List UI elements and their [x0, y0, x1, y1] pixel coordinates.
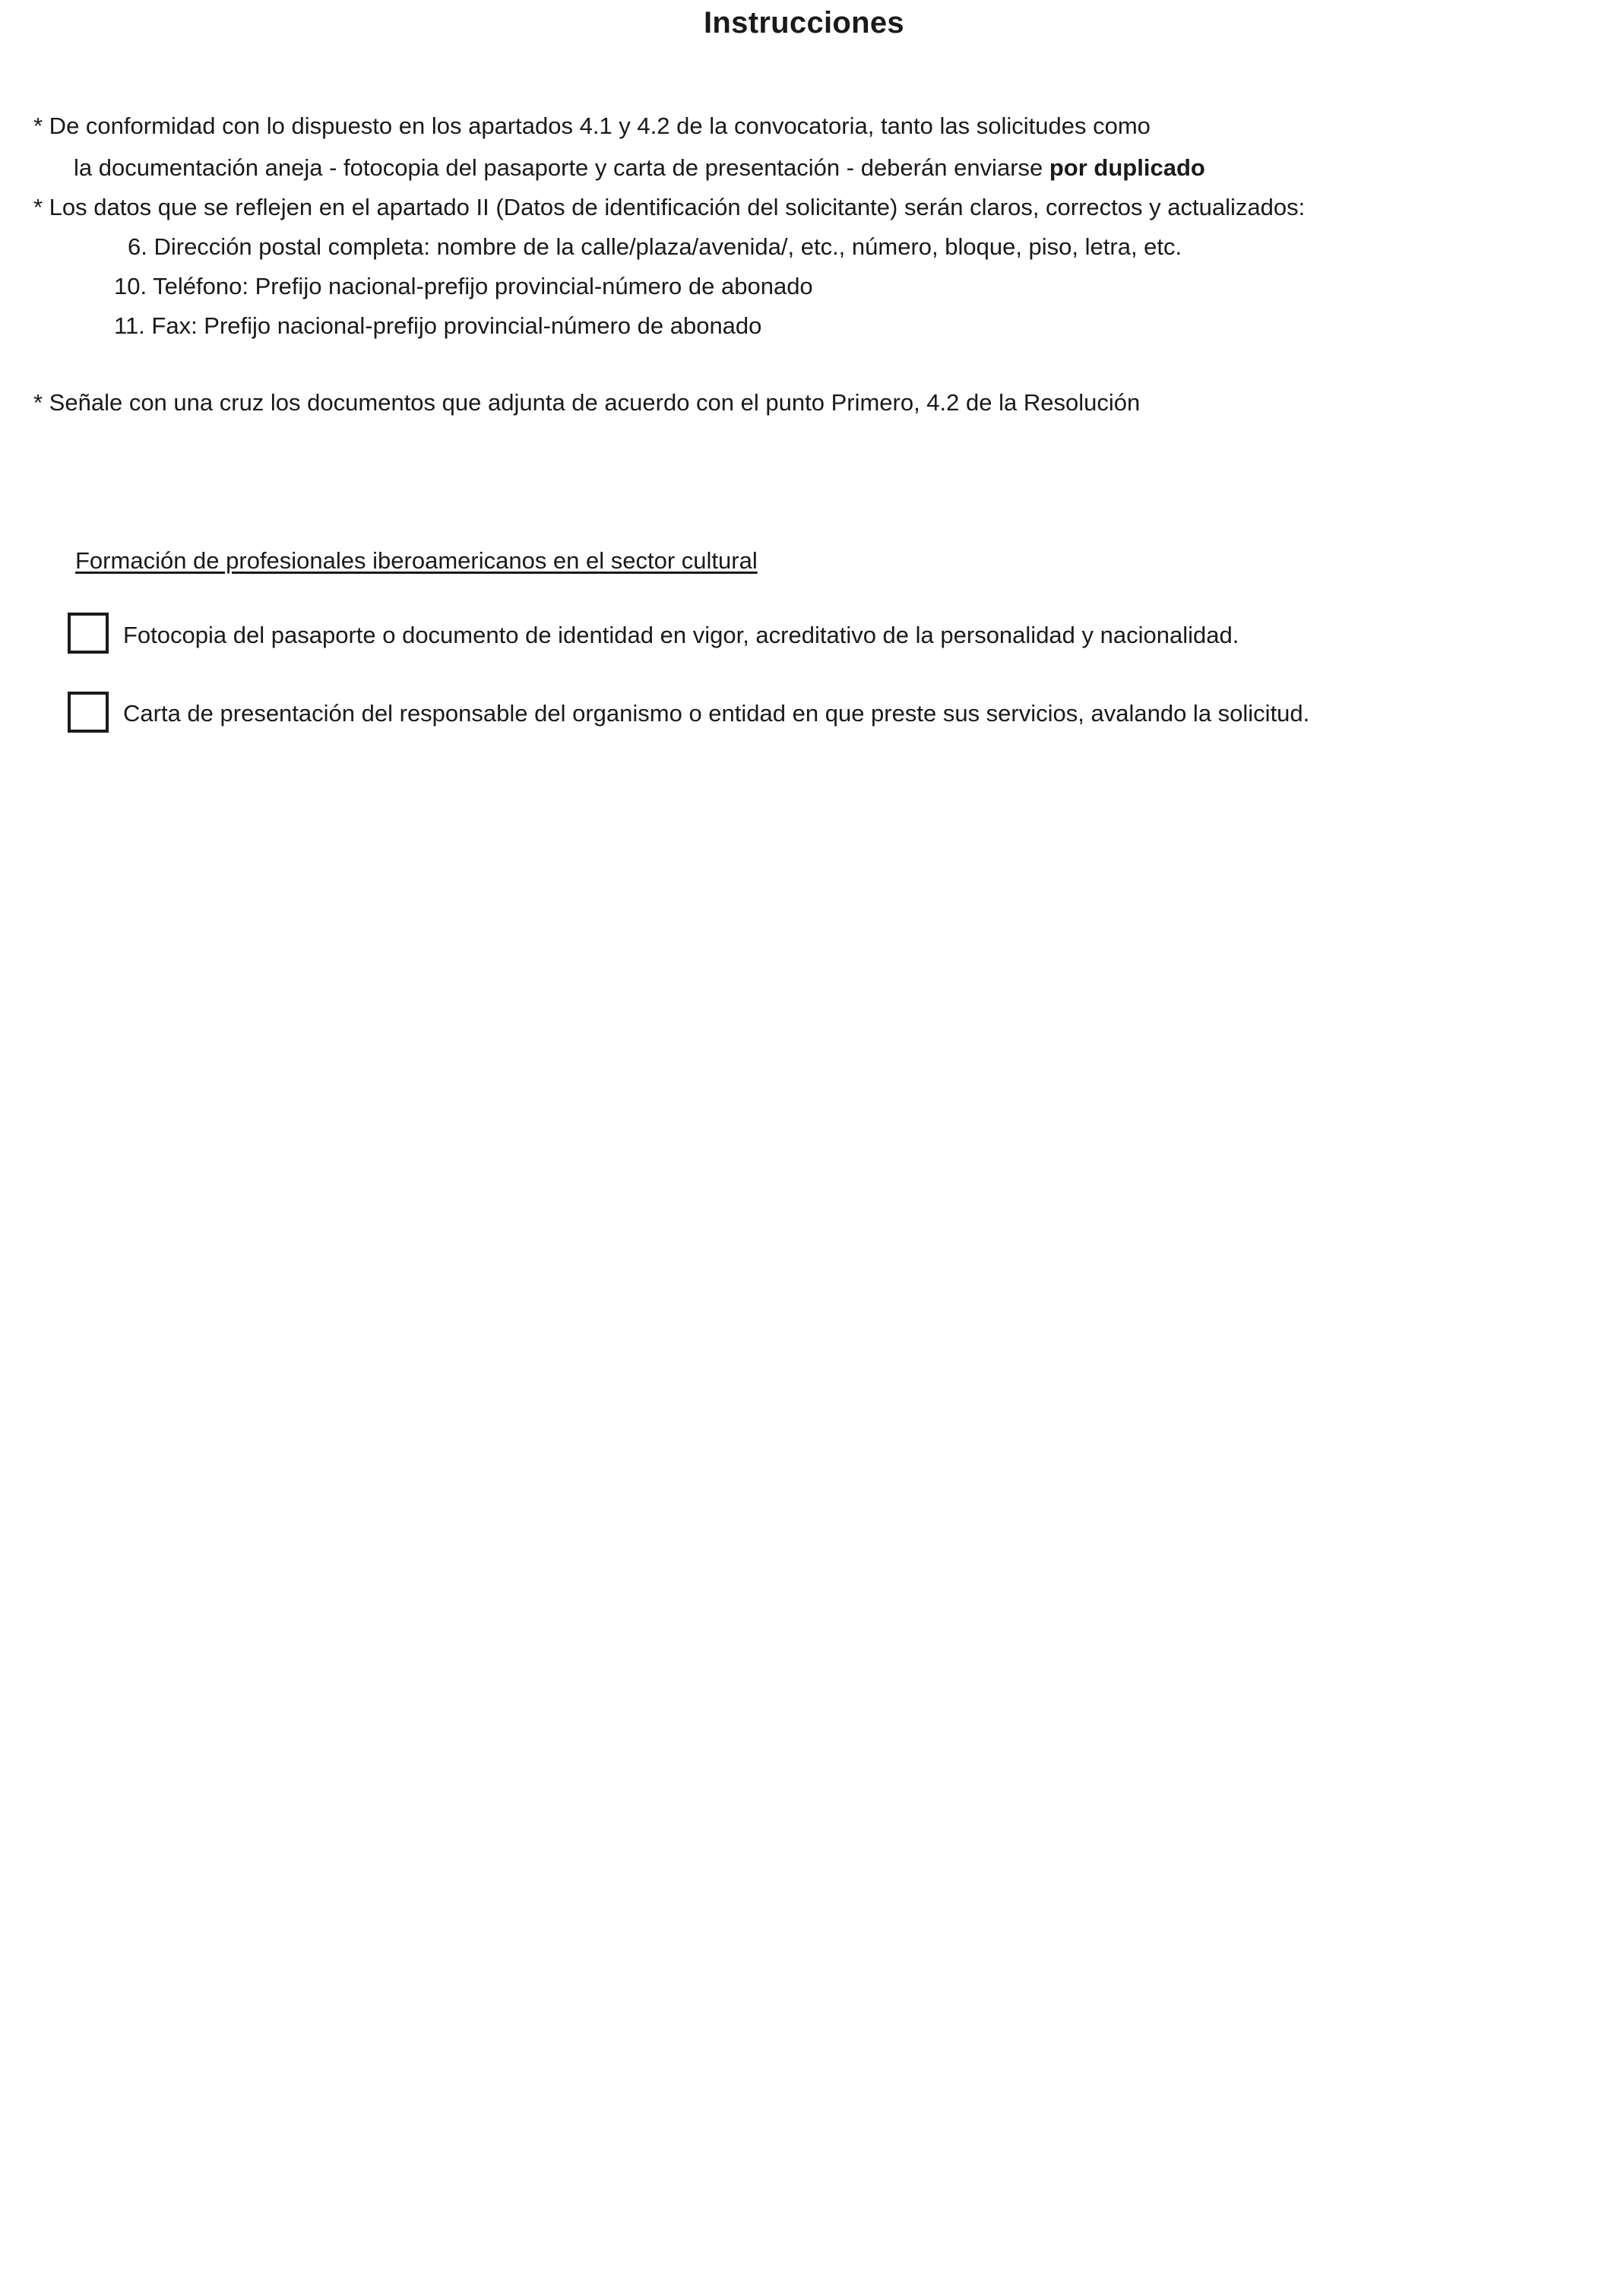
- checkbox-presentation-letter[interactable]: [68, 692, 109, 733]
- checkbox-passport-copy[interactable]: [68, 613, 109, 654]
- document-label-presentation-letter: Carta de presentación del responsable del organismo o entidad en que preste sus servicios, avalando la solicitud.: [123, 700, 1310, 727]
- instruction-duplicate-line-1: * De conformidad con lo dispuesto en los apartados 4.1 y 4.2 de la convocatoria, tanto las solicitudes como: [33, 112, 1151, 139]
- document-label-passport-copy: Fotocopia del pasaporte o documento de identidad en vigor, acreditativo de la personalidad y nacionalidad.: [123, 622, 1239, 648]
- page-title: Instrucciones: [704, 6, 904, 40]
- instruction-mark-documents: * Señale con una cruz los documentos que adjunta de acuerdo con el punto Primero, 4.2 de la Resolución: [33, 389, 1141, 416]
- instruction-data-line: * Los datos que se reflejen en el apartado II (Datos de identificación del solicitante) serán claros, correctos y actualizados:: [33, 194, 1306, 220]
- instruction-duplicate-line-2: [74, 153, 1205, 183]
- instruction-item-fax: 11. Fax: Prefijo nacional-prefijo provincial-número de abonado: [114, 312, 762, 339]
- instruction-item-phone: 10. Teléfono: Prefijo nacional-prefijo provincial-número de abonado: [114, 273, 813, 299]
- instruction-duplicate-text: la documentación aneja - fotocopia del pasaporte y carta de presentación - deberán enviarse: [74, 154, 1049, 181]
- instruction-duplicate-emphasis: por duplicado: [1049, 154, 1205, 181]
- instruction-item-address: 6. Dirección postal completa: nombre de la calle/plaza/avenida/, etc., número, bloque, piso, letra, etc.: [128, 233, 1182, 260]
- section-heading: Formación de profesionales iberoamericanos en el sector cultural: [75, 547, 758, 574]
